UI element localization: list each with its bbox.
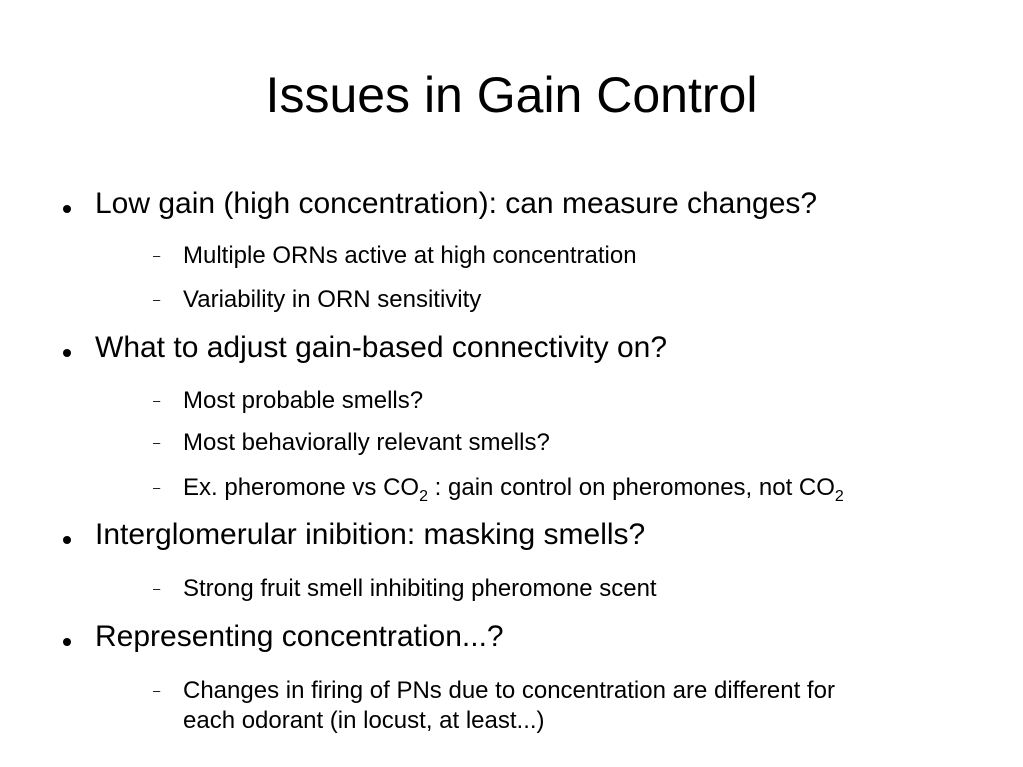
bullet-text: Interglomerular inibition: masking smells? [95,518,646,551]
subscript-2: 2 [419,488,429,505]
dash-icon: – [153,581,161,596]
dash-icon: – [153,292,161,307]
bullet-text: Representing concentration...? [95,620,504,653]
bullet-dot-icon [63,349,71,357]
bullet-dot-icon [63,205,71,213]
sub-text: Variability in ORN sensitivity [183,286,482,313]
bullet-dot-icon [63,638,71,646]
sub-text: Changes in firing of PNs due to concentration are different for [183,677,835,704]
sub-text: each odorant (in locust, at least...) [183,707,545,734]
sub-text: Strong fruit smell inhibiting pheromone scent [183,575,657,602]
sub-text: Most behaviorally relevant smells? [183,429,550,456]
sub-text [183,473,844,503]
sub-text: Most probable smells? [183,387,424,414]
bullet-text: What to adjust gain-based connectivity on? [95,331,668,364]
subscript-2: 2 [834,488,844,505]
dash-icon: – [153,435,161,450]
dash-icon: – [153,683,161,698]
bullet-dot-icon [63,536,71,544]
sub-text: Multiple ORNs active at high concentration [183,242,637,269]
dash-icon: – [153,248,161,263]
co2-text-part-2: : gain control on pheromones, not CO [428,474,835,501]
co2-text-part-1: Ex. pheromone vs CO [183,474,420,501]
slide-title: Issues in Gain Control [265,67,758,123]
bullet-text: Low gain (high concentration): can measure changes? [95,187,818,220]
dash-icon: – [153,480,161,495]
dash-icon: – [153,393,161,408]
